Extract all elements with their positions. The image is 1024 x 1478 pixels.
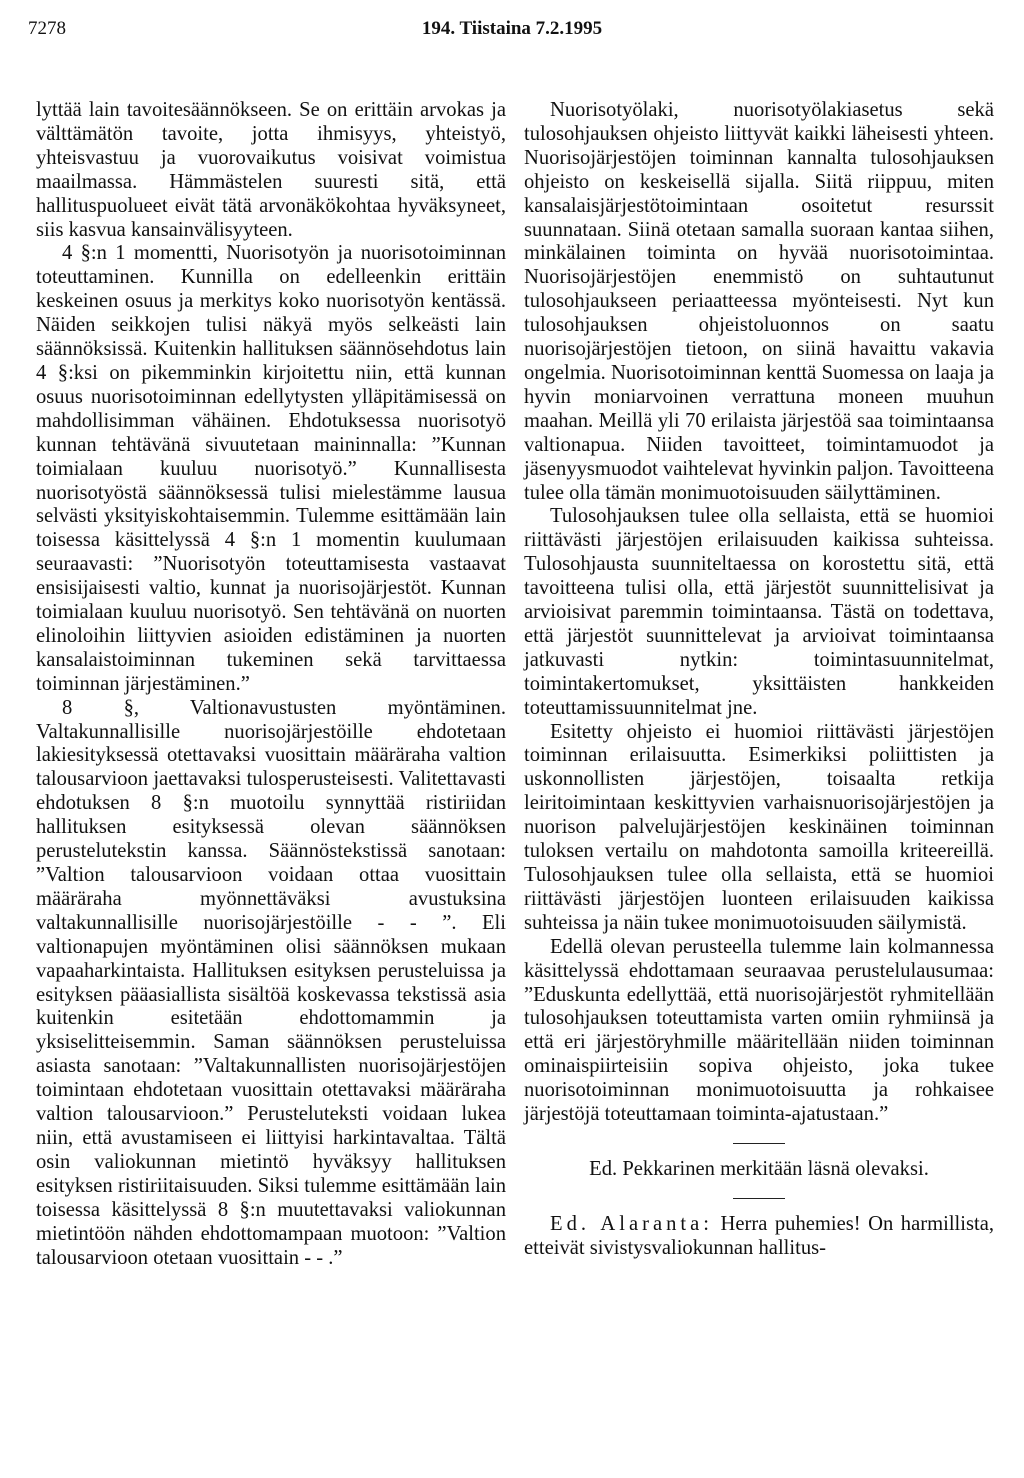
- right-column: [524, 99, 994, 1261]
- page-number: 7278: [28, 18, 66, 39]
- page-header: [28, 18, 996, 46]
- right-paragraph-1: Nuorisotyölaki, nuorisotyölakiasetus sekä tulosohjauksen ohjeisto liittyvät kaikki läheisesti yhteen. Nuorisojärjestöjen toiminnan kannalta tulosohjauksen ohjeisto on keskeisellä sijalla. Siitä riippuu, miten kansalaisjärjestötoimintaan osoitetut resurssit suunnataan. Siinä otetaan samalla suoraan kantaa siihen, minkälainen toiminta on hyvää nuorisotoimintaa. Nuorisojärjestöjen enemmistö on suhtautunut tulosohjaukseen periaatteessa myönteisesti. Nyt kun tulosohjauksen ohjeistoluonnos on saatu nuorisojärjestöjen tietoon, on siinä havaittu vakavia ongelmia. Nuorisotoiminnan kenttä Suomessa on laaja ja hyvin moniarvoinen verrattuna moneen muuhun maahan. Meillä yli 70 erilaista järjestöä saa toimintaansa valtionapua. Niiden tavoitteet, toimintamuodot ja jäsenyysmuodot vaihtelevat hyvinkin paljon. Tavoitteena tulee olla tämän monimuotoisuuden säilyttäminen.: [524, 99, 995, 504]
- left-paragraph-3: 8 §, Valtionavustusten myöntäminen. Valtakunnallisille nuorisojärjestöille ehdotetaan lakiesityksessä otettavaksi vuosittain määräraha valtion talousarvioon jaettavaksi tulosperusteisesti. Valitettavasti ehdotuksen 8 §:n muotoilu synnyttää ristiriidan hallituksen esityksessä olevan säännöksen perustelutekstin kanssa. Säännöstekstissä sanotaan: ”Valtion talousarvioon voidaan ottaa vuosittain määräraha myönnettäväksi avustuksina valtakunnallisille nuorisojärjestöille - - ”. Eli valtionapujen myöntäminen olisi säännöksen mukaan vapaaharkintaista. Hallituksen esityksen perusteluissa ja esityksen pääasiallista sisältöä koskevassa tekstissä asia kuitenkin esitetään ehdottomammin ja yksiselitteisemmin. Saman säännöksen perusteluissa asiasta sanotaan: ”Valtakunnallisten nuorisojärjestöjen toimintaan ehdotetaan vuosittain otettavaksi määräraha valtion talousarvioon.” Perusteluteksti voidaan lukea niin, että avustamiseen ei liittyisi harkintavaltaa. Tältä osin valiokunnan mietintö hyväksyy hallituksen esityksen ristiriitaisuuden. Siksi tulemme esittämään lain toisessa käsittelyssä 8 §:n muutettavaksi valiokunnan mietintöön nähden ehdottomampaan muotoon: ”Valtion talousarvioon otetaan vuosittain - - .”: [36, 696, 506, 1269]
- attendance-note: Ed. Pekkarinen merkitään läsnä olevaksi.: [589, 1157, 929, 1180]
- right-paragraph-3: Esitetty ohjeisto ei huomioi riittävästi järjestöjen toiminnan erilaisuutta. Esimerkiksi poliittisten ja uskonnollisten järjestöjen, toisaalta retkija leiritoimintaan keskittyvien varhaisnuorisojärjestöjen ja nuorison palvelujärjestöjen keskinäinen toiminnan tuloksen vertailu on mahdotonta samoilla kriteereillä. Tulosohjauksen tulee olla sellaista, että se huomioi riittävästi järjestöjen luonteen erilaisuuden kaikissa suhteissa ja näin tukee monimuotoisuuden säilymistä.: [524, 720, 994, 934]
- speech-paragraph: [524, 1213, 994, 1261]
- running-head: 194. Tiistaina 7.2.1995: [421, 18, 603, 39]
- left-column: [36, 99, 506, 1270]
- divider-rule: [733, 1143, 785, 1144]
- divider-rule: [733, 1198, 785, 1199]
- left-paragraph-2: 4 §:n 1 momentti, Nuorisotyön ja nuorisotoiminnan toteuttaminen. Kunnilla on edelleenkin erittäin keskeinen osuus ja merkitys koko nuorisotyön kentässä. Näiden seikkojen tulisi näkyä myös selkeästi lain säännöksissä. Kuitenkin hallituksen säännösehdotus lain 4 §:ksi on pikemminkin kirjoitettu niin, että kunnan osuus nuorisotoiminnan edellytysten ylläpitämisessä on mahdollisimman vähäinen. Ehdotuksessa nuorisotyö kunnan tehtävänä sivuutetaan maininnalla: ”Kunnan toimialaan kuuluu nuorisotyö.” Kunnallisesta nuorisotyöstä säännöksessä tulisi mielestämme lausua selvästi yksityiskohtaisemmin. Tulemme esittämään lain toisessa käsittelyssä 4 §:n 1 momentin kuulumaan seuraavasti: ”Nuorisotyön toteuttamisesta vastaavat ensisijaisesti valtio, kunnat ja nuorisojärjestöt. Kunnan toimialaan kuuluu nuorisotyö. Sen tehtävänä on nuorten elinoloihin liittyvien asioiden edistäminen ja nuorten kansalaistoiminnan tukeminen sekä tarvittaessa toiminnan järjestäminen.”: [36, 242, 506, 695]
- speaker-name: Ed. Alaranta:: [550, 1212, 713, 1235]
- right-paragraph-2: Tulosohjauksen tulee olla sellaista, että se huomioi riittävästi järjestöjen erilaisuuden kaikissa suhteissa. Tulosohjausta suunniteltaessa on korostettu sitä, että tavoitteena tulisi olla, että järjestöt suunnittelisivat ja arvioisivat paremmin toimintaansa. Tästä on todettava, että järjestöt suunnittelevat ja arvioivat toimintaansa jatkuvasti nytkin: toimintasuunnitelmat, toimintakertomukset, yksittäisten hankkeiden toteuttamissuunnitelmat jne.: [524, 505, 994, 719]
- right-paragraph-4: Edellä olevan perusteella tulemme lain kolmannessa käsittelyssä ehdottamaan seuraavaa perustelulausumaa: ”Eduskunta edellyttää, että nuorisojärjestöt ryhmitellään tulosohjauksen toteuttamista varten omiin ryhmiinsä ja että eri järjestöryhmille määritellään niiden toiminnan ominaispiirteisiin sopiva ohjeisto, joka tukee nuorisotoiminnan monimuotoisuutta ja rohkaisee järjestöjä toteuttamaan toiminta-ajatustaan.”: [524, 935, 994, 1126]
- speech-text: Herra puhemies! On harmillista, etteivät sivistysvaliokunnan hallitus-: [524, 1212, 995, 1259]
- left-paragraph-1: lyttää lain tavoitesäännökseen. Se on erittäin arvokas ja välttämätön tavoite, jotta ihmisyys, yhteistyö, yhteisvastuu ja vuorovaikutus voisivat voimistua maailmassa. Hämmästelen suuresti sitä, että hallituspuolueet eivät tätä arvonäkökohtaa hyväksyneet, siis kasvua kansainvälisyyteen.: [36, 99, 506, 241]
